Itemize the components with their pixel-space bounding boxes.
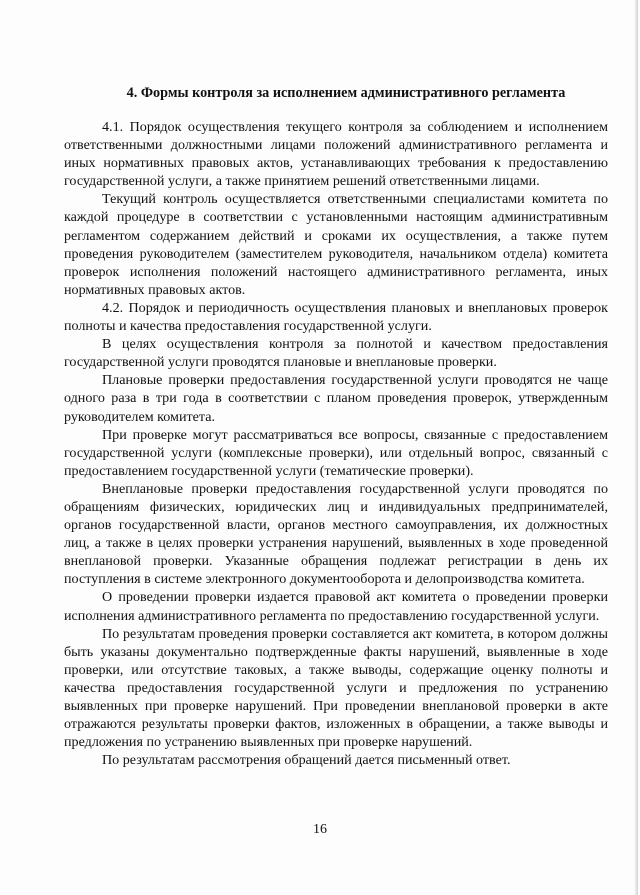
paragraph-unplanned-checks: Внеплановые проверки предоставления государственной услуги проводятся по обращениям физических, юридических лиц и индивидуальных предпринимателей, органов государственной власти, органов местного самоуправления, их должностных лиц, а также в целях проверки устранения нарушений, выявленных в ходе проведенной внеплановой проверки. Указанные обращения подлежат регистрации в день их поступления в системе электронного документооборота и делопроизводства комитета. bbox=[64, 480, 608, 588]
paragraph-4-2: 4.2. Порядок и периодичность осуществления плановых и внеплановых проверок полноты и качества предоставления государственной услуги. bbox=[64, 299, 608, 335]
paragraph-planned-checks: Плановые проверки предоставления государственной услуги проводятся не чаще одного раза в три года в соответствии с планом проведения проверок, утвержденным руководителем комитета. bbox=[64, 372, 608, 425]
page-number: 16 bbox=[313, 822, 327, 837]
page-edge-shadow bbox=[634, 0, 638, 895]
section-body bbox=[64, 118, 608, 769]
paragraph-legal-act: О проведении проверки издается правовой акт комитета о проведении проверки исполнения административного регламента по предоставлению государственной услуги. bbox=[64, 589, 608, 624]
paragraph-check-scope: При проверке могут рассматриваться все вопросы, связанные с предоставлением государственной услуги (комплексные проверки), или отдельный вопрос, связанный с предоставлением государственной услуги (тематические проверки). bbox=[64, 426, 608, 479]
paragraph-check-results: По результатам проведения проверки составляется акт комитета, в котором должны быть указаны документально подтвержденные факты нарушений, выявленные в ходе проверки, или отсутствие таковых, а также выводы, содержащие оценку полноты и качества предоставления государственной услуги и предложения по устранению выявленных при проверке нарушений. При проведении внеплановой проверки в акте отражаются результаты проверки фактов, изложенных в обращении, а также выводы и предложения по устранению выявленных при проверке нарушений. bbox=[64, 625, 608, 751]
paragraph-written-reply: По результатам рассмотрения обращений дается письменный ответ. bbox=[102, 752, 511, 769]
paragraph-current-control: Текущий контроль осуществляется ответственными специалистами комитета по каждой процедуре в соответствии с установленными настоящим административным регламентом содержанием действий и сроками их осуществления, а также путем проведения руководителем (заместителем руководителя, начальником отдела) комитета проверок исполнения положений настоящего административного регламента, иных нормативных правовых актов. bbox=[64, 191, 608, 298]
section-heading: 4. Формы контроля за исполнением административного регламента bbox=[126, 85, 566, 101]
paragraph-control-purpose: В целях осуществления контроля за полнотой и качеством предоставления государственной услуги проводятся плановые и внеплановые проверки. bbox=[64, 336, 608, 371]
paragraph-4-1: 4.1. Порядок осуществления текущего контроля за соблюдением и исполнением ответственными должностными лицами положений административного регламента и иных нормативных правовых актов, устанавливающих требования к предоставлению государственной услуги, а также принятием решений ответственными лицами. bbox=[64, 119, 608, 190]
